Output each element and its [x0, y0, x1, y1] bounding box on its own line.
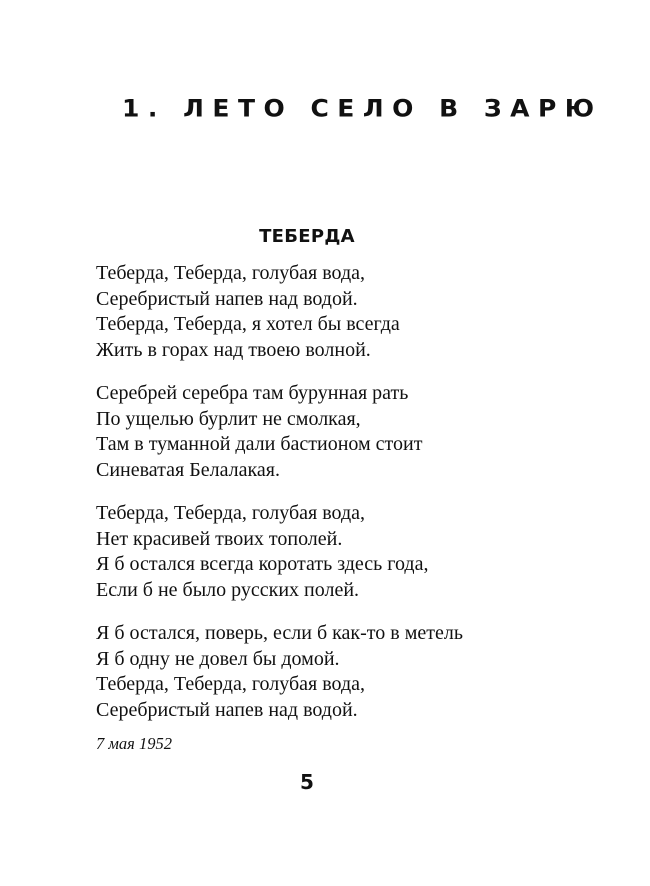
poem-line: Если б не было русских полей. [96, 578, 360, 601]
poem-line: Серебристый напев над водой. [96, 698, 358, 721]
stanza-1 [96, 261, 566, 363]
poem-body [96, 261, 566, 741]
poem-line: Теберда, Теберда, голубая вода, [96, 502, 366, 524]
stanza-3 [96, 501, 566, 603]
section-title: 1. ЛЕТО СЕЛО В ЗАРЮ [122, 94, 603, 123]
poem-title: ТЕБЕРДА [259, 226, 355, 247]
poem-line: Теберда, Теберда, я хотел бы всегда [96, 313, 400, 335]
page-number: 5 [300, 770, 314, 794]
poem-line: Там в туманной дали бастионом стоит [96, 433, 423, 455]
poem-line: Я б остался всегда коротать здесь года, [96, 553, 429, 575]
stanza-4 [96, 621, 566, 723]
poem-date: 7 мая 1952 [96, 734, 172, 753]
poem-line: Нет красивей твоих тополей. [96, 527, 343, 550]
poem-line: Я б остался, поверь, если б как-то в метель [96, 622, 463, 644]
poem-line: Серебрей серебра там бурунная рать [96, 382, 409, 404]
poem-line: Я б одну не довел бы домой. [96, 647, 340, 670]
poem-line: Теберда, Теберда, голубая вода, [96, 262, 366, 284]
poem-line: По ущелью бурлит не смолкая, [96, 407, 361, 430]
poem-line: Синеватая Белалакая. [96, 458, 280, 481]
poem-line: Жить в горах над твоею волной. [96, 338, 371, 361]
poem-line: Серебристый напев над водой. [96, 287, 358, 310]
stanza-2 [96, 381, 566, 483]
poem-line: Теберда, Теберда, голубая вода, [96, 673, 366, 695]
